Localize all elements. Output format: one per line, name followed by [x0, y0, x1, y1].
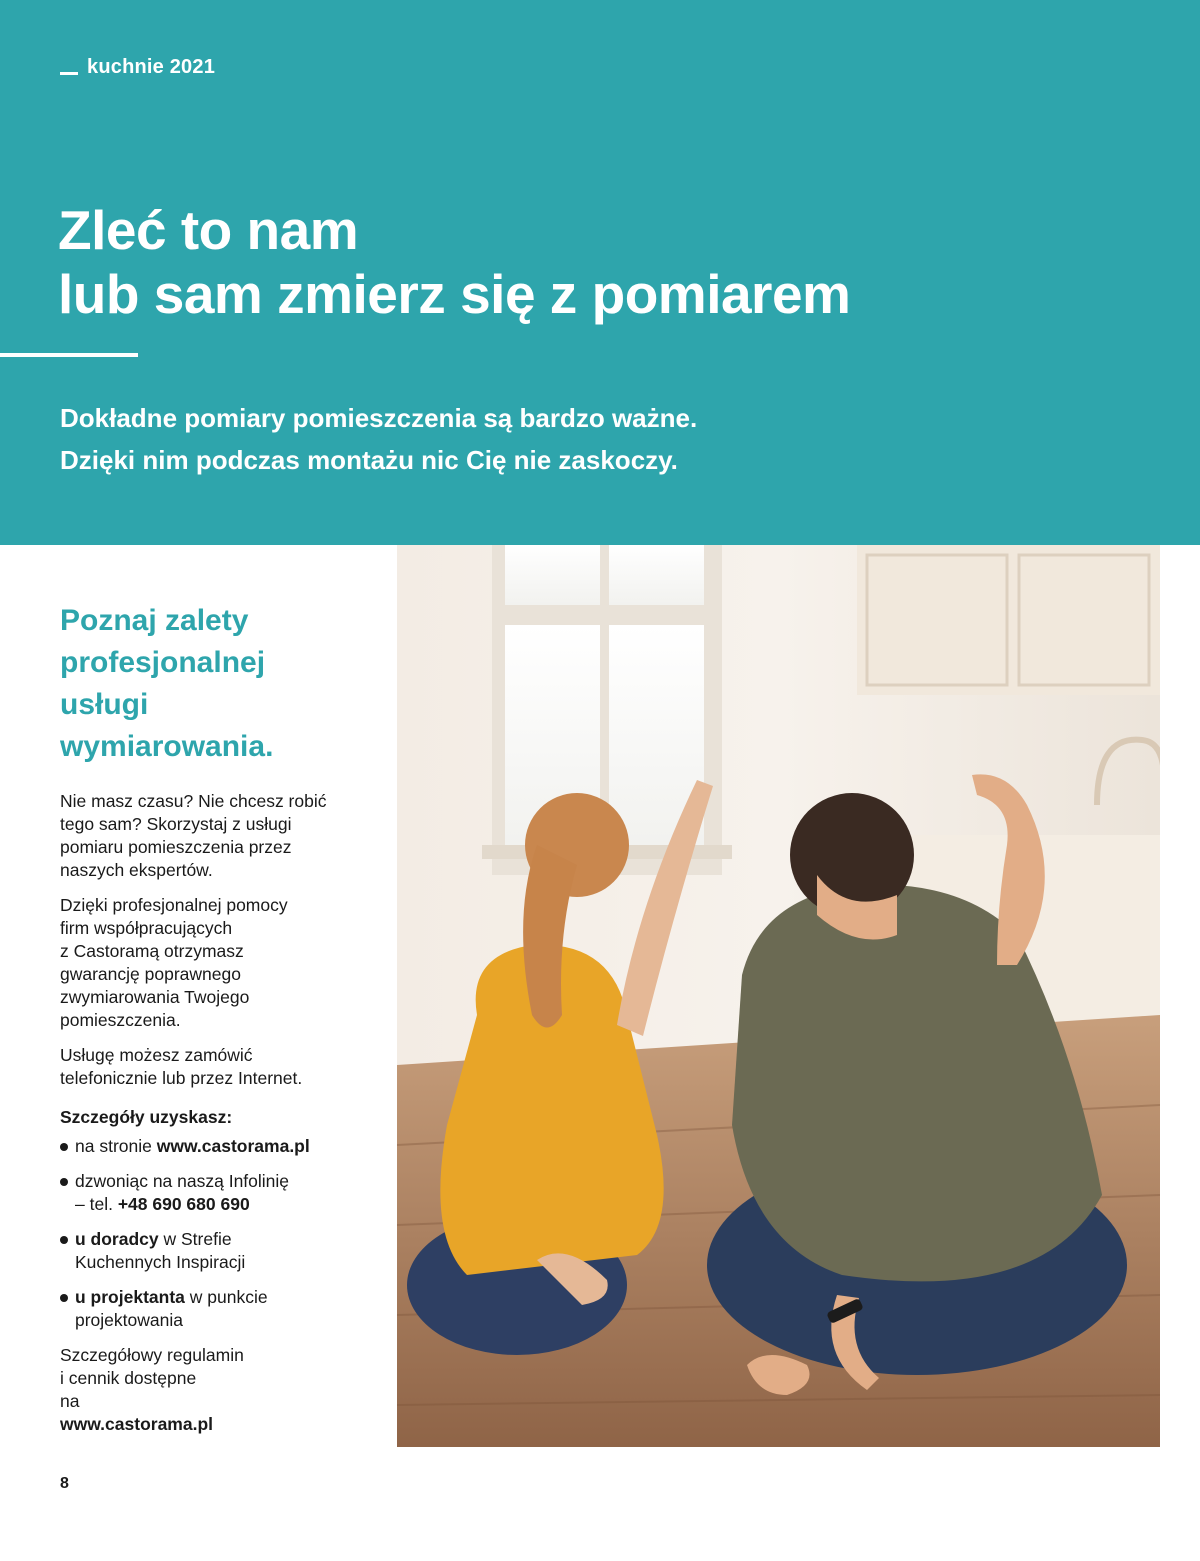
page-title-line2: lub sam zmierz się z pomiarem: [58, 263, 851, 325]
section-tag: [60, 56, 215, 79]
bullet-text: w punkcie: [184, 1287, 268, 1307]
intro-line: tego sam? Skorzystaj z usługi: [60, 814, 292, 834]
bullet-text: Kuchennych Inspiracji: [75, 1252, 246, 1272]
sidebar-title-line: Poznaj zalety: [60, 604, 249, 637]
details-list: [60, 1135, 390, 1332]
sidebar-title-line: profesjonalnej: [60, 646, 266, 679]
intro-line: Nie masz czasu? Nie chcesz robić: [60, 791, 327, 811]
phone-number[interactable]: +48 690 680 690: [117, 1194, 250, 1214]
website-link[interactable]: www.castorama.pl: [60, 1414, 214, 1434]
guarantee-line: pomieszczenia.: [60, 1010, 181, 1030]
bullet-emphasis: u doradcy: [75, 1229, 159, 1249]
guarantee-paragraph: [60, 894, 390, 1032]
page-subtitle-line1: Dokładne pomiary pomieszczenia są bardzo ważne.: [60, 403, 698, 433]
list-item: [60, 1228, 390, 1274]
sidebar-title-line: wymiarowania.: [60, 730, 274, 763]
guarantee-line: gwarancję poprawnego: [60, 964, 241, 984]
terms-paragraph: [60, 1344, 390, 1436]
bullet-text: w Strefie: [158, 1229, 232, 1249]
page-subtitle-line2: Dzięki nim podczas montażu nic Cię nie zaskoczy.: [60, 445, 678, 475]
terms-line: na: [60, 1391, 80, 1411]
intro-line: naszych ekspertów.: [60, 860, 213, 880]
details-label: Szczegóły uzyskasz:: [60, 1107, 233, 1127]
page-title: [58, 198, 850, 326]
order-line: telefonicznie lub przez Internet.: [60, 1068, 303, 1088]
bullet-icon: [60, 1178, 68, 1186]
sidebar-title-line: usługi: [60, 688, 149, 721]
page-number: 8: [60, 1475, 69, 1492]
list-item: [60, 1286, 390, 1332]
intro-line: pomiaru pomieszczenia przez: [60, 837, 292, 857]
guarantee-line: zwymiarowania Twojego: [60, 987, 250, 1007]
section-tag-dash: [60, 72, 78, 75]
guarantee-line: z Castoramą otrzymasz: [60, 941, 244, 961]
order-line: Usługę możesz zamówić: [60, 1045, 253, 1065]
bullet-text: na stronie: [75, 1136, 157, 1156]
terms-line: Szczegółowy regulamin: [60, 1345, 244, 1365]
couple-photo: [397, 545, 1160, 1447]
page-subtitle: [60, 397, 697, 481]
terms-line: i cennik dostępne: [60, 1368, 197, 1388]
page-title-line1: Zleć to nam: [58, 199, 359, 261]
section-tag-label: kuchnie 2021: [87, 56, 216, 78]
bullet-text: – tel.: [75, 1194, 118, 1214]
order-paragraph: [60, 1044, 390, 1090]
intro-paragraph: [60, 790, 390, 882]
list-item: [60, 1135, 390, 1158]
website-link[interactable]: www.castorama.pl: [156, 1136, 310, 1156]
guarantee-line: Dzięki profesjonalnej pomocy: [60, 895, 288, 915]
sidebar-title: [60, 600, 390, 768]
bullet-text: dzwoniąc na naszą Infolinię: [75, 1171, 290, 1191]
list-item: [60, 1170, 390, 1216]
title-divider: [0, 353, 138, 357]
bullet-icon: [60, 1236, 68, 1244]
sidebar: [60, 600, 390, 1454]
bullet-icon: [60, 1294, 68, 1302]
bullet-emphasis: u projektanta: [75, 1287, 185, 1307]
bullet-text: projektowania: [75, 1310, 183, 1330]
bullet-icon: [60, 1143, 68, 1151]
guarantee-line: firm współpracujących: [60, 918, 233, 938]
header-banner: [0, 0, 1200, 545]
